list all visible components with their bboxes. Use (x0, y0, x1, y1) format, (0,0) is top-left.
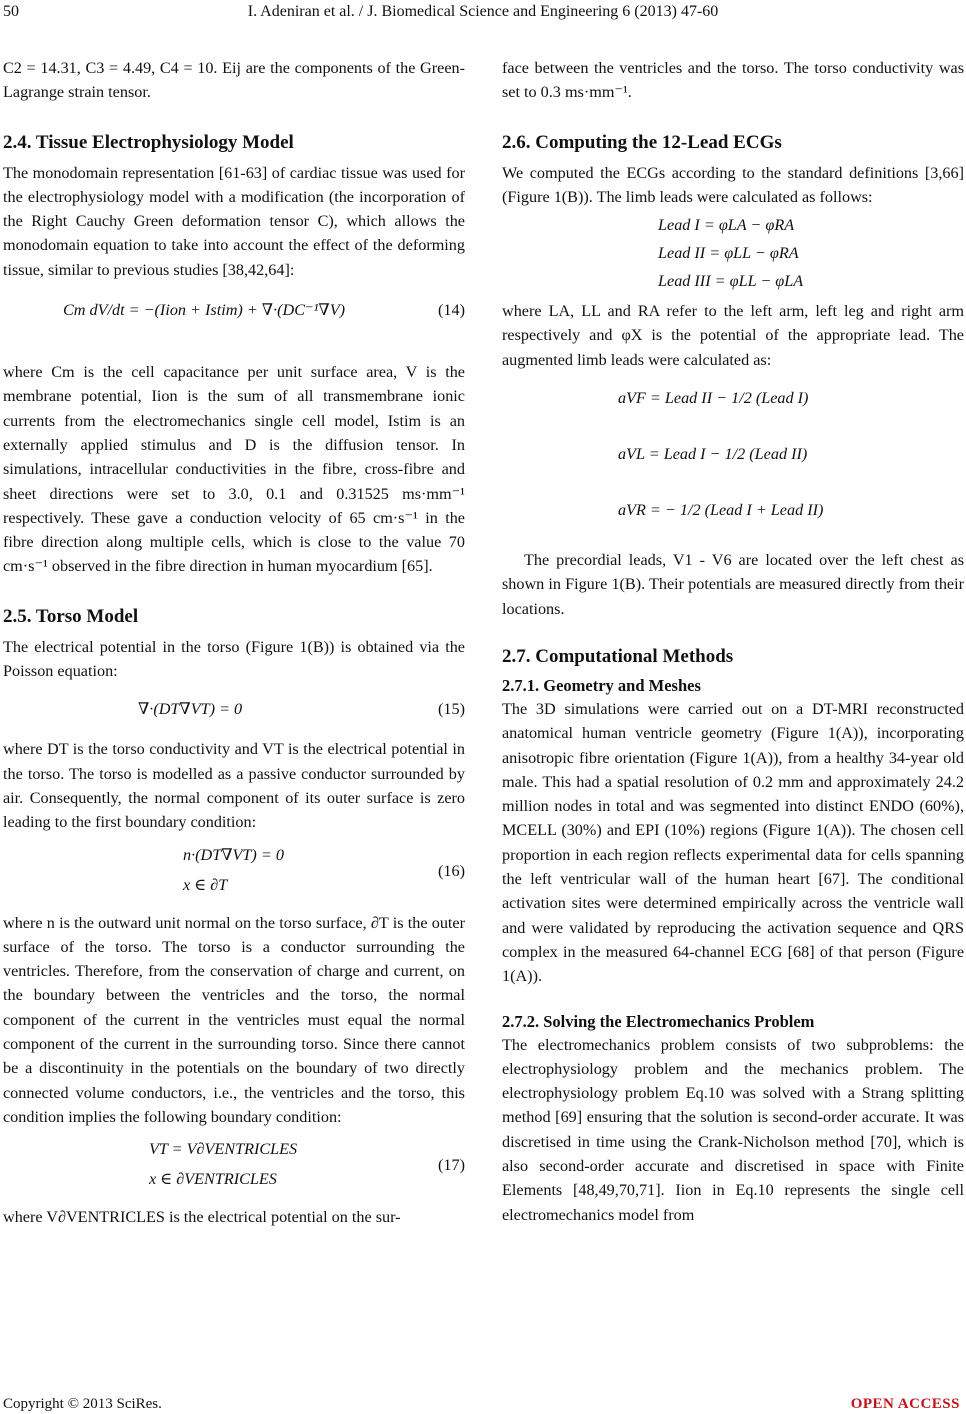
equation-number: (16) (438, 861, 465, 880)
page-number: 50 (3, 3, 19, 20)
limb-leads-equations (502, 209, 964, 299)
paragraph: where LA, LL and RA refer to the left arm, left leg and right arm respectively and φX is the potential of the appropriate lead. The augmented limb leads were calculated as: (502, 302, 964, 369)
equation-14 (3, 282, 465, 360)
paragraph: where V∂VENTRICLES is the electrical potential on the sur- (3, 1208, 401, 1227)
equation-body: ∇·(DT∇VT) = 0 (138, 700, 243, 719)
paragraph: where n is the outward unit normal on the torso surface, ∂T is the outer surface of the torso. The torso is a conductor surrounding the ventricles. Therefore, from the conservation of charge and current, on the boundary between the ventricles and the torso, the normal component of the current in the ventricles must equal the normal component of the current in the surrounding torso. Since there cannot be a discontinuity in the potentials on the boundary of two directly connected volume conductors, i.e., the ventricles and the torso, this condition implies the following boundary condition: (3, 913, 465, 1126)
paragraph: C2 = 14.31, C3 = 4.49, C4 = 10. Eij are the components of the Green-Lagrange strain tensor. (3, 59, 465, 102)
paragraph: The monodomain representation [61-63] of cardiac tissue was used for the electrophysiology model with a modification (the incorporation of the Right Cauchy Green deformation tensor C), which allows the monodomain equation to take into account the effect of the deforming tissue, similar to previous studies [38,42,64]: (3, 163, 465, 279)
equation-line: VT = V∂VENTRICLES (149, 1140, 298, 1159)
equation-line: aVR = − 1/2 (Lead I + Lead II) (618, 501, 824, 520)
equation-15 (3, 683, 465, 737)
paragraph: The 3D simulations were carried out on a DT-MRI reconstructed anatomical human ventricle geometry (Figure 1(A)), incorporating anisotropic fibre orientation (Figure 1(A)), from a healthy 34-year old male. This had a spatial resolution of 0.2 mm and approximately 24.2 million nodes in total and was segmented into distinct ENDO (60%), MCELL (30%) and EPI (10%) regions (Figure 1(A)). The chosen cell proportion in each region reflects experimental data for cells spanning the left ventricular wall of the human heart [67]. The conditional activation sites were determined empirically across the ventricle wall and were validated by reproducing the activation sequence and QRS complex in the measured 64-channel ECG [68] of that person (Figure 1(A)). (502, 699, 964, 986)
paragraph: where Cm is the cell capacitance per unit surface area, V is the membrane potential, Iion is the sum of all transmembrane ionic currents from the electromechanics single cell model, Istim is an externally applied stimulus and D is the diffusion tensor. In simulations, intracellular conductivities in the fibre, cross-fibre and sheet directions were set to 3.0, 0.1 and 0.31525 ms·mm⁻¹ respectively. These gave a conduction velocity of 65 cm·s⁻¹ in the fibre direction along multiple cells, which is close to the value 70 cm·s⁻¹ observed in the fibre direction in human myocardium [65]. (3, 363, 465, 576)
left-column (3, 56, 465, 1230)
page-header (0, 3, 966, 25)
paragraph: We computed the ECGs according to the standard definitions [3,66] (Figure 1(B)). The limb leads were calculated as follows: (502, 163, 964, 206)
paragraph: The electrical potential in the torso (Figure 1(B)) is obtained via the Poisson equation: (3, 637, 465, 681)
augmented-leads-equations (502, 372, 964, 548)
section-heading: 2.5. Torso Model (3, 605, 139, 627)
section-heading: 2.7. Computational Methods (502, 645, 734, 667)
equation-line: Lead II = φLL − φRA (658, 244, 799, 263)
section-heading: 2.6. Computing the 12-Lead ECGs (502, 131, 782, 153)
equation-line: x ∈ ∂VENTRICLES (149, 1170, 277, 1189)
paragraph: The electromechanics problem consists of two subproblems: the electrophysiology problem and the mechanics problem. The electrophysiology problem Eq.10 was solved with a Strang splitting method [69] ensuring that the solution is second-order accurate. It was discretised in time using the Crank-Nicholson method [70], which is also second-order accurate and discretised in space with Finite Elements [48,49,70,71]. Iion in Eq.10 represents the single cell electromechanics model from (502, 1035, 964, 1224)
open-access-badge: OPEN ACCESS (850, 1396, 960, 1412)
equation-line: Lead I = φLA − φRA (658, 216, 795, 235)
equation-line: aVL = Lead I − 1/2 (Lead II) (618, 445, 808, 464)
paragraph: The precordial leads, V1 - V6 are located over the left chest as shown in Figure 1(B). Their potentials are measured directly from their locations. (502, 551, 964, 618)
equation-line: aVF = Lead II − 1/2 (Lead I) (618, 389, 809, 408)
subsection-heading: 2.7.2. Solving the Electromechanics Problem (502, 1011, 815, 1031)
section-heading: 2.4. Tissue Electrophysiology Model (3, 131, 294, 153)
running-title: I. Adeniran et al. / J. Biomedical Science and Engineering 6 (2013) 47-60 (247, 3, 719, 20)
equation-number: (14) (438, 301, 465, 320)
equation-17 (3, 1129, 465, 1205)
right-column (502, 56, 964, 1227)
equation-line: n·(DT∇VT) = 0 (183, 845, 284, 864)
equation-16 (3, 835, 465, 911)
equation-line: x ∈ ∂T (183, 875, 228, 894)
equation-number: (17) (438, 1156, 465, 1175)
equation-line: Lead III = φLL − φLA (658, 272, 804, 291)
equation-number: (15) (438, 700, 465, 719)
subsection-heading: 2.7.1. Geometry and Meshes (502, 675, 701, 695)
paragraph: face between the ventricles and the torso. The torso conductivity was set to 0.3 ms·mm⁻¹. (502, 59, 964, 102)
equation-body: Cm dV/dt = −(Iion + Istim) + ∇·(DC⁻¹∇V) (63, 301, 346, 320)
paragraph: where DT is the torso conductivity and VT is the electrical potential in the torso. The torso is modelled as a passive conductor surrounded by air. Consequently, the normal component of its outer surface is zero leading to the first boundary condition: (3, 740, 465, 832)
copyright-notice: Copyright © 2013 SciRes. (3, 1396, 162, 1412)
